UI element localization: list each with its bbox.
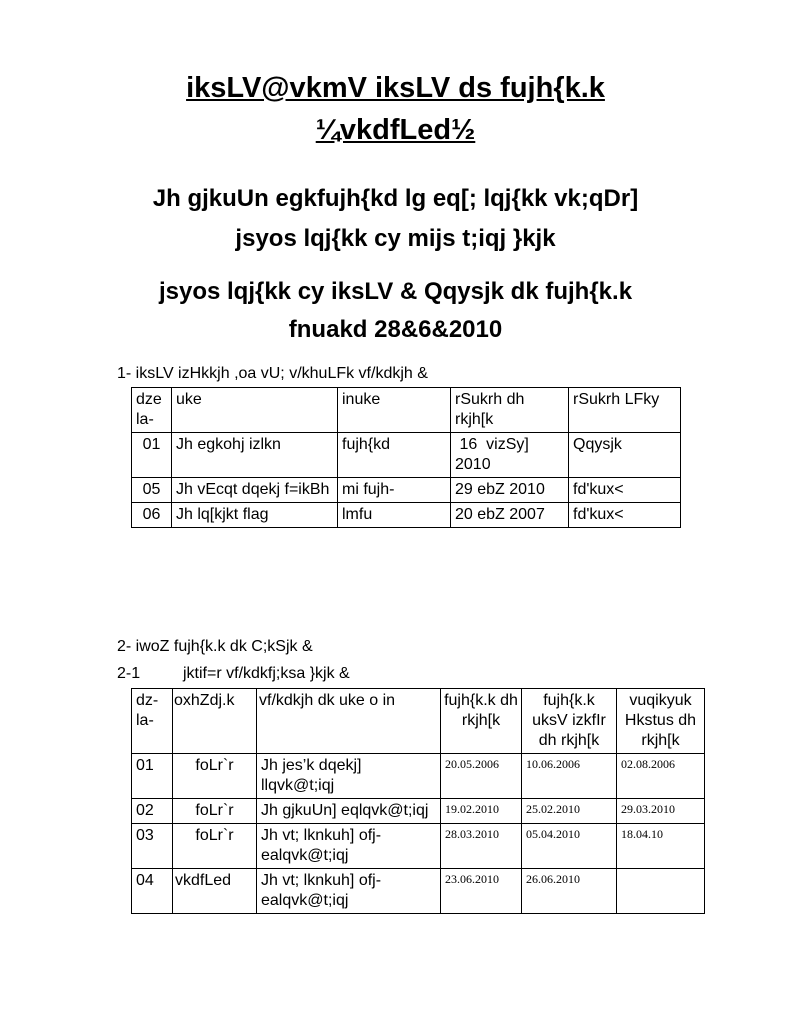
table-header-row	[132, 689, 705, 754]
table-row	[132, 824, 705, 869]
table-cell: Jh vEcqt dqekj f=ikBh	[172, 478, 338, 503]
table-cell: foLr`r	[173, 824, 257, 869]
table-cell: 01	[132, 754, 173, 799]
inspector-heading-line2: jsyos lqj{kk cy mijs t;iqj }kjk	[235, 225, 556, 252]
table-cell: 26.06.2010	[522, 869, 617, 914]
table-cell: 25.02.2010	[522, 799, 617, 824]
table-cell: 28.03.2010	[441, 824, 522, 869]
header-cell: uke	[172, 388, 338, 433]
table-header-row	[132, 388, 681, 433]
table-cell: 29 ebZ 2010	[451, 478, 569, 503]
table-cell: 20 ebZ 2007	[451, 503, 569, 528]
table-cell: 05	[132, 478, 172, 503]
table-cell: 01	[132, 433, 172, 478]
table-cell: 23.06.2010	[441, 869, 522, 914]
section1-label: 1- iksLV izHkkjh ,oa vU; v/khuLFk vf/kdkjh &	[117, 365, 428, 382]
table-cell: fd'kux<	[569, 478, 681, 503]
table-cell: 02	[132, 799, 173, 824]
table-cell: Jh vt; lknkuh] ofj- ealqvk@t;iqj	[257, 869, 441, 914]
inspection-heading: jsyos lqj{kk cy iksLV & Qqysjk dk fujh{k.k	[158, 278, 633, 305]
table-cell: foLr`r	[173, 754, 257, 799]
page-title: iksLV@vkmV iksLV ds fujh{k.k	[186, 72, 605, 104]
table-cell: 19.02.2010	[441, 799, 522, 824]
table-row	[132, 754, 705, 799]
table-cell: 05.04.2010	[522, 824, 617, 869]
inspection-date: fnuakd 28&6&2010	[288, 316, 503, 343]
header-cell: vuqikyuk Hkstus dh rkjh[k	[617, 689, 705, 754]
table-cell: 04	[132, 869, 173, 914]
table-row	[132, 869, 705, 914]
header-cell: oxhZdj.k	[173, 689, 257, 754]
table-cell	[617, 869, 705, 914]
table-row	[132, 503, 681, 528]
table-cell: lmfu	[338, 503, 451, 528]
table-cell: 16 vizSy] 2010	[451, 433, 569, 478]
header-cell: fujh{k.k dh rkjh[k	[441, 689, 522, 754]
header-cell: fujh{k.k uksV izkfIr dh rkjh[k	[522, 689, 617, 754]
table-cell: 06	[132, 503, 172, 528]
table-cell: foLr`r	[173, 799, 257, 824]
table-cell: 03	[132, 824, 173, 869]
header-cell: dze la-	[132, 388, 172, 433]
post-staff-table	[131, 387, 681, 528]
header-cell: vf/kdkjh dk uke o in	[257, 689, 441, 754]
table-cell: Jh lq[kjkt flag	[172, 503, 338, 528]
table-cell: 29.03.2010	[617, 799, 705, 824]
header-cell: rSukrh dh rkjh[k	[451, 388, 569, 433]
table-cell: fd'kux<	[569, 503, 681, 528]
header-cell: rSukrh LFky	[569, 388, 681, 433]
table-cell: vkdfLed	[173, 869, 257, 914]
section2-sub-label: jktif=r vf/kdkfj;ksa }kjk &	[183, 665, 350, 682]
table-cell: Jh egkohj izlkn	[172, 433, 338, 478]
inspector-heading: Jh gjkuUn egkfujh{kd lg eq[; lqj{kk vk;qDr]	[152, 185, 639, 212]
table-cell: Qqysjk	[569, 433, 681, 478]
table-row	[132, 478, 681, 503]
header-cell: dz- la-	[132, 689, 173, 754]
table-cell: Jh vt; lknkuh] ofj- ealqvk@t;iqj	[257, 824, 441, 869]
section2-sub-number: 2-1	[117, 665, 141, 682]
table-cell: Jh gjkuUn] eqlqvk@t;iqj	[257, 799, 441, 824]
header-cell: inuke	[338, 388, 451, 433]
table-cell: 18.04.10	[617, 824, 705, 869]
table-cell: 02.08.2006	[617, 754, 705, 799]
table-cell: fujh{kd	[338, 433, 451, 478]
table-cell: 20.05.2006	[441, 754, 522, 799]
section2-label: 2- iwoZ fujh{k.k dk C;kSjk &	[117, 638, 313, 655]
table-row	[132, 433, 681, 478]
table-cell: mi fujh-	[338, 478, 451, 503]
table-cell: 10.06.2006	[522, 754, 617, 799]
table-row	[132, 799, 705, 824]
previous-inspection-table	[131, 688, 705, 914]
table-cell: Jh jes’k dqekj] llqvk@t;iqj	[257, 754, 441, 799]
page-title-subline: ¼vkdfLed½	[315, 114, 476, 146]
